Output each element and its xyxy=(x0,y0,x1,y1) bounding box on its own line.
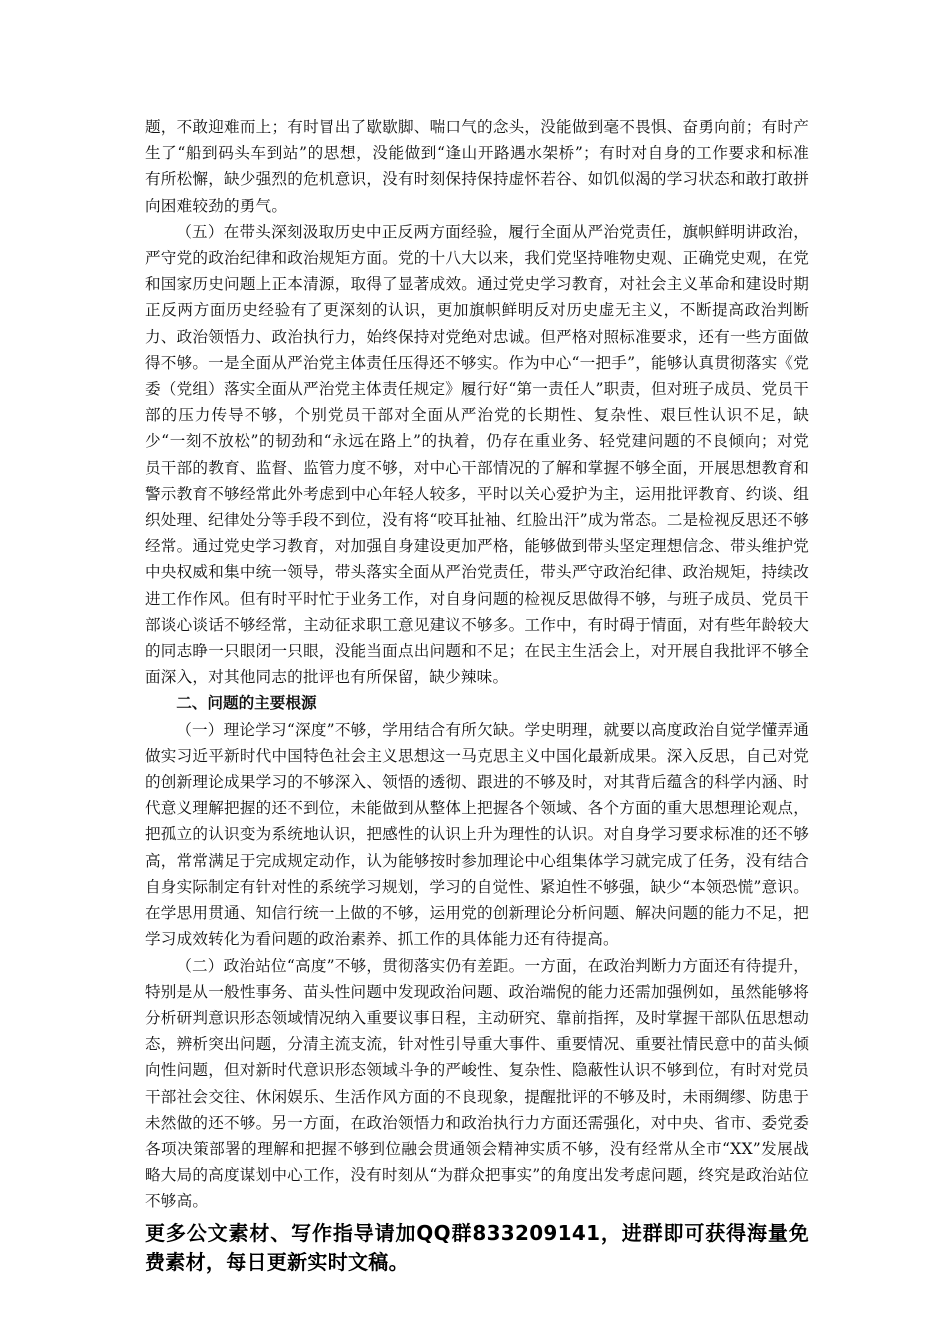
paragraph-item-five: （五）在带头深刻汲取历史中正反两方面经验，履行全面从严治党责任，旗帜鲜明讲政治，严守党的政治纪律和政治规矩方面。党的十八大以来，我们党坚持唯物史观、正确党史观，在党和国家历史问题上正本清源，取得了显著成效。通过党史学习教育，对社会主义革命和建设时期正反两方面历史经验有了更深刻的认识，更加旗帜鲜明反对历史虚无主义，不断提高政治判断力、政治领悟力、政治执行力，始终保持对党绝对忠诚。但严格对照标准要求，还有一些方面做得不够。一是全面从严治党主体责任压得还不够实。作为中心“一把手”，能够认真贯彻落实《党委（党组）落实全面从严治党主体责任规定》履行好“第一责任人”职责，但对班子成员、党员干部的压力传导不够，个别党员干部对全面从严治党的长期性、复杂性、艰巨性认识不足，缺少“一刻不放松”的韧劲和“永远在路上”的执着，仍存在重业务、轻党建问题的不良倾向；对党员干部的教育、监督、监管力度不够，对中心干部情况的了解和掌握不够全面，开展思想教育和警示教育不够经常此外考虑到中心年轻人较多，平时以关心爱护为主，运用批评教育、约谈、组织处理、纪律处分等手段不到位，没有将“咬耳扯袖、红脸出汗”成为常态。二是检视反思还不够经常。通过党史学习教育，对加强自身建设更加严格，能够做到带头坚定理想信念、带头维护党中央权威和集中统一领导，带头落实全面从严治党责任，带头严守政治纪律、政治规矩，持续改进工作作风。但有时平时忙于业务工作，对自身问题的检视反思做得不够，与班子成员、党员干部谈心谈话不够经常，主动征求职工意见建议不够多。工作中，有时碍于情面，对有些年龄较大的同志睁一只眼闭一只眼，没能当面点出问题和不足；在民主生活会上，对开展自我批评不够全面深入，对其他同志的批评也有所保留，缺少辣味。 xyxy=(145,222,809,687)
promo-banner-text: 更多公文素材、写作指导请加QQ群833209141，进群即可获得海量免费素材，每日更新实时文稿。 xyxy=(145,1220,809,1274)
paragraph-root-two: （二）政治站位“高度”不够，贯彻落实仍有差距。一方面，在政治判断力方面还有待提升，特别是从一般性事务、苗头性问题中发现政治问题、政治端倪的能力还需加强例如，虽然能够将分析研判意识形态领域情况纳入重要议事日程，主动研究、靠前指挥，及时掌握干部队伍思想动态，辨析突出问题，分清主流支流，针对性引导重大事件、重要情况、重要社情民意中的苗头倾向性问题，但对新时代意识形态领域斗争的严峻性、复杂性、隐蔽性认识不够到位，有时对党员干部社会交往、休闲娱乐、生活作风方面的不良现象，提醒批评的不够及时，未雨绸缪、防患于未然做的还不够。另一方面，在政治领悟力和政治执行力方面还需强化，对中央、省市、委党委各项决策部署的理解和把握不够到位融会贯通领会精神实质不够，没有经常从全市“XX”发展战略大局的高度谋划中心工作，没有时刻从“为群众把事实”的角度出发考虑问题，终究是政治站位不够高。 xyxy=(145,956,809,1211)
paragraph-root-one: （一）理论学习“深度”不够，学用结合有所欠缺。学史明理，就要以高度政治自觉学懂弄通做实习近平新时代中国特色社会主义思想这一马克思主义中国化最新成果。深入反思，自己对党的创新理论成果学习的不够深入、领悟的透彻、跟进的不够及时，对其背后蕴含的科学内涵、时代意义理解把握的还不到位，未能做到从整体上把握各个领域、各个方面的重大思想理论观点，把孤立的认识变为系统地认识，把感性的认识上升为理性的认识。对自身学习要求标准的还不够高，常常满足于完成规定动作，认为能够按时参加理论中心组集体学习就完成了任务，没有结合自身实际制定有针对性的系统学习规划，学习的自觉性、紧迫性不够强，缺少“本领恐慌”意识。在学思用贯通、知信行统一上做的不够，运用党的创新理论分析问题、解决问题的能力不足，把学习成效转化为看问题的政治素养、抓工作的具体能力还有待提高。 xyxy=(145,720,809,949)
paragraph-continuation: 题，不敢迎难而上；有时冒出了歇歇脚、喘口气的念头，没能做到毫不畏惧、奋勇向前；有时产生了“船到码头车到站”的思想，没能做到“逢山开路遇水架桥”；有时对自身的工作要求和标准有所松懈，缺少强烈的危机意识，没有时刻保持保持虚怀若谷、如饥似渴的学习状态和敢打敢拼向困难较劲的勇气。 xyxy=(145,118,809,215)
section-heading: 二、问题的主要根源 xyxy=(176,694,317,713)
document-page xyxy=(145,114,809,1277)
